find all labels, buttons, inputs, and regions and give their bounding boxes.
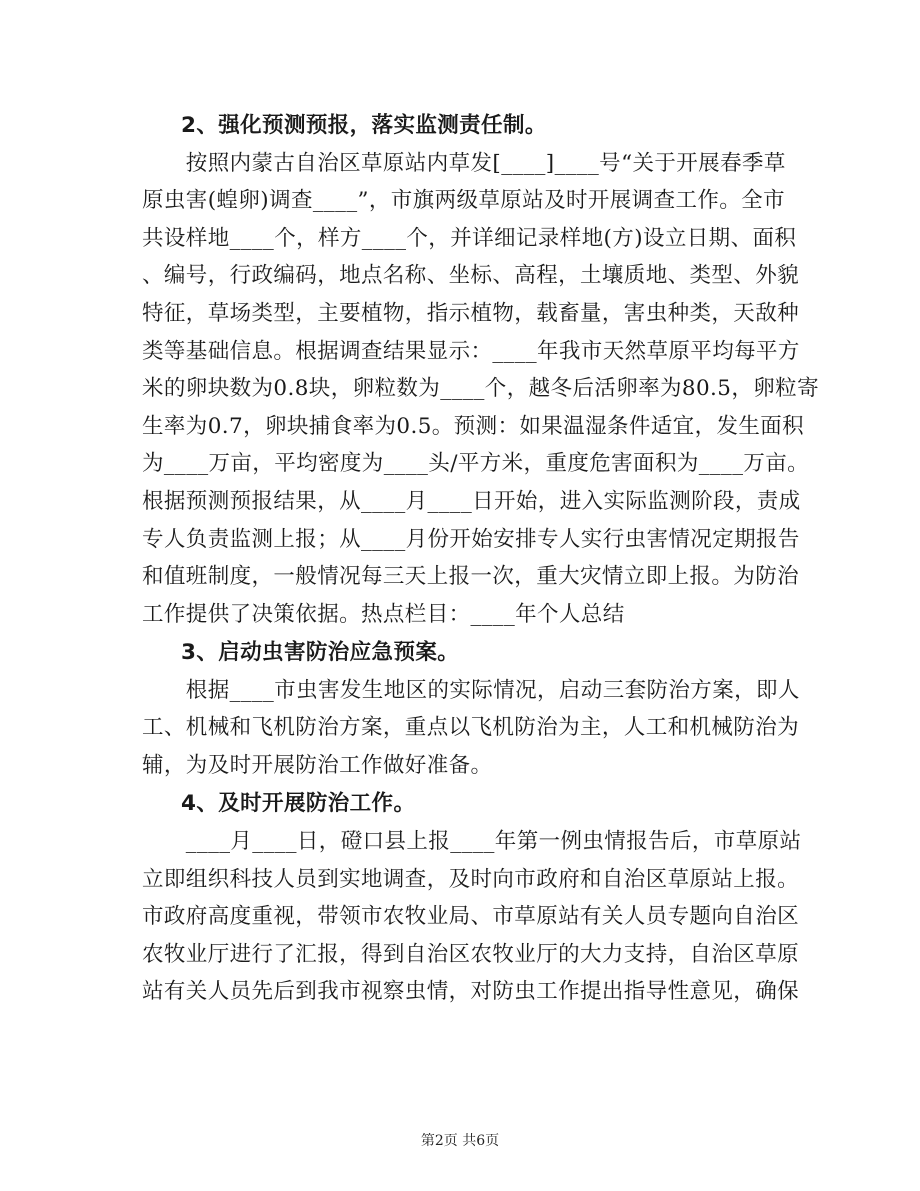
- paragraph-line: 农牧业厅进行了汇报，得到自治区农牧业厅的大力支持，自治区草原: [142, 942, 800, 967]
- paragraph-line: 立即组织科技人员到实地调查，及时向市政府和自治区草原站上报。: [142, 867, 800, 892]
- paragraph-line: 专人负责监测上报；从____月份开始安排专人实行虫害情况定期报告: [142, 527, 800, 552]
- paragraph-line: 原虫害(蝗卵)调查____”，市旗两级草原站及时开展调查工作。全市: [142, 188, 785, 213]
- paragraph-line: 站有关人员先后到我市视察虫情，对防虫工作提出指导性意见，确保: [142, 979, 800, 1004]
- paragraph-line: 类等基础信息。根据调查结果显示：____年我市天然草原平均每平方: [142, 339, 800, 364]
- paragraph-line: 按照内蒙古自治区草原站内草发[____]____号“关于开展春季草: [142, 151, 786, 176]
- paragraph-line: 根据____市虫害发生地区的实际情况，启动三套防治方案，即人: [142, 678, 800, 703]
- paragraph-line: 、编号，行政编码，地点名称、坐标、高程，土壤质地、类型、外貌: [142, 263, 800, 288]
- paragraph-line: 生率为0.7，卵块捕食率为0.5。预测：如果温湿条件适宜，发生面积: [142, 414, 805, 439]
- paragraph-line: 和值班制度，一般情况每三天上报一次，重大灾情立即上报。为防治: [142, 564, 800, 589]
- paragraph-line: 市政府高度重视，带领市农牧业局、市草原站有关人员专题向自治区: [142, 904, 800, 929]
- section-heading-3: 3、启动虫害防治应急预案。: [181, 640, 460, 665]
- paragraph-line: 辅，为及时开展防治工作做好准备。: [142, 753, 493, 778]
- paragraph-line: 工作提供了决策依据。热点栏目：____年个人总结: [142, 602, 625, 627]
- paragraph-line: 工、机械和飞机防治方案，重点以飞机防治为主，人工和机械防治为: [142, 715, 800, 740]
- paragraph-line: 根据预测预报结果，从____月____日开始，进入实际监测阶段，责成: [142, 489, 801, 514]
- paragraph-line: 特征，草场类型，主要植物，指示植物，载畜量，害虫种类，天敌种: [142, 301, 800, 326]
- paragraph-line: 共设样地____个，样方____个，并详细记录样地(方)设立日期、面积: [142, 226, 797, 251]
- paragraph-line: 为____万亩，平均密度为____头/平方米，重度危害面积为____万亩。: [142, 451, 810, 476]
- paragraph-line: 米的卵块数为0.8块，卵粒数为____个，越冬后活卵率为80.5，卵粒寄: [142, 376, 819, 401]
- section-heading-4: 4、及时开展防治工作。: [181, 791, 416, 816]
- section-heading-2: 2、强化预测预报，落实监测责任制。: [181, 113, 547, 138]
- paragraph-line: ____月____日，磴口县上报____年第一例虫情报告后，市草原站: [142, 829, 802, 854]
- page-number-footer: 第2页 共6页: [420, 1133, 500, 1149]
